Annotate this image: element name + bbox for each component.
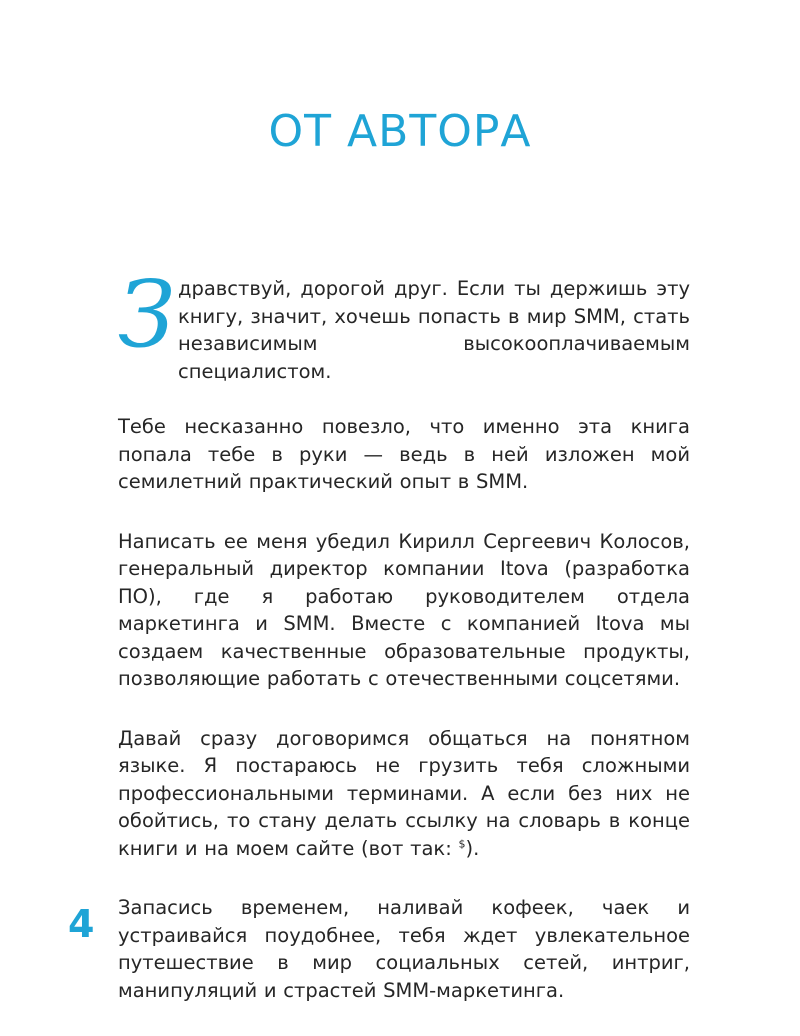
page-number: 4: [68, 902, 95, 946]
body-text: [118, 261, 690, 1036]
paragraph-company: Написать ее меня убедил Кирилл Сергеевич Колосов, генеральный директор компании Itova (разработка ПО), где я работаю руководителем отдела маркетинга и SMM. Вместе с компанией Itova мы создаем качественные образовательные продукты, позволяющие работать с отечественными соцсетями.: [118, 529, 690, 690]
paragraph-intro-text: дравствуй, дорогой друг. Если ты держишь эту книгу, значит, хочешь попасть в мир SMM, стать независимым высокооплачиваемым специалистом.: [178, 277, 690, 383]
drop-cap-letter: З: [118, 261, 176, 368]
paragraph-language-text: Давай сразу договоримся общаться на понятном языке. Я постараюсь не грузить тебя сложными профессиональными терминами. А если без них не обойтись, то стану делать ссылку на словарь в конце книги и на моем сайте (вот так:: [118, 726, 690, 860]
paragraph-language: [118, 725, 690, 863]
paragraph-intro: [118, 261, 690, 385]
paragraph-invitation: Запасись временем, наливай кофеек, чаек и устраивайся поудобнее, тебя ждет увлекательное путешествие в мир социальных сетей, интриг, манипуляций и страстей SMM-маркетинга.: [118, 896, 690, 1002]
glossary-marker: $: [458, 837, 466, 850]
paragraph-experience: Тебе несказанно повезло, что именно эта книга попала тебе в руки — ведь в ней изложен мой семилетний практический опыт в SMM.: [118, 415, 690, 493]
chapter-title: ОТ АВТОРА: [268, 106, 532, 157]
paragraph-language-end: ).: [465, 836, 480, 860]
